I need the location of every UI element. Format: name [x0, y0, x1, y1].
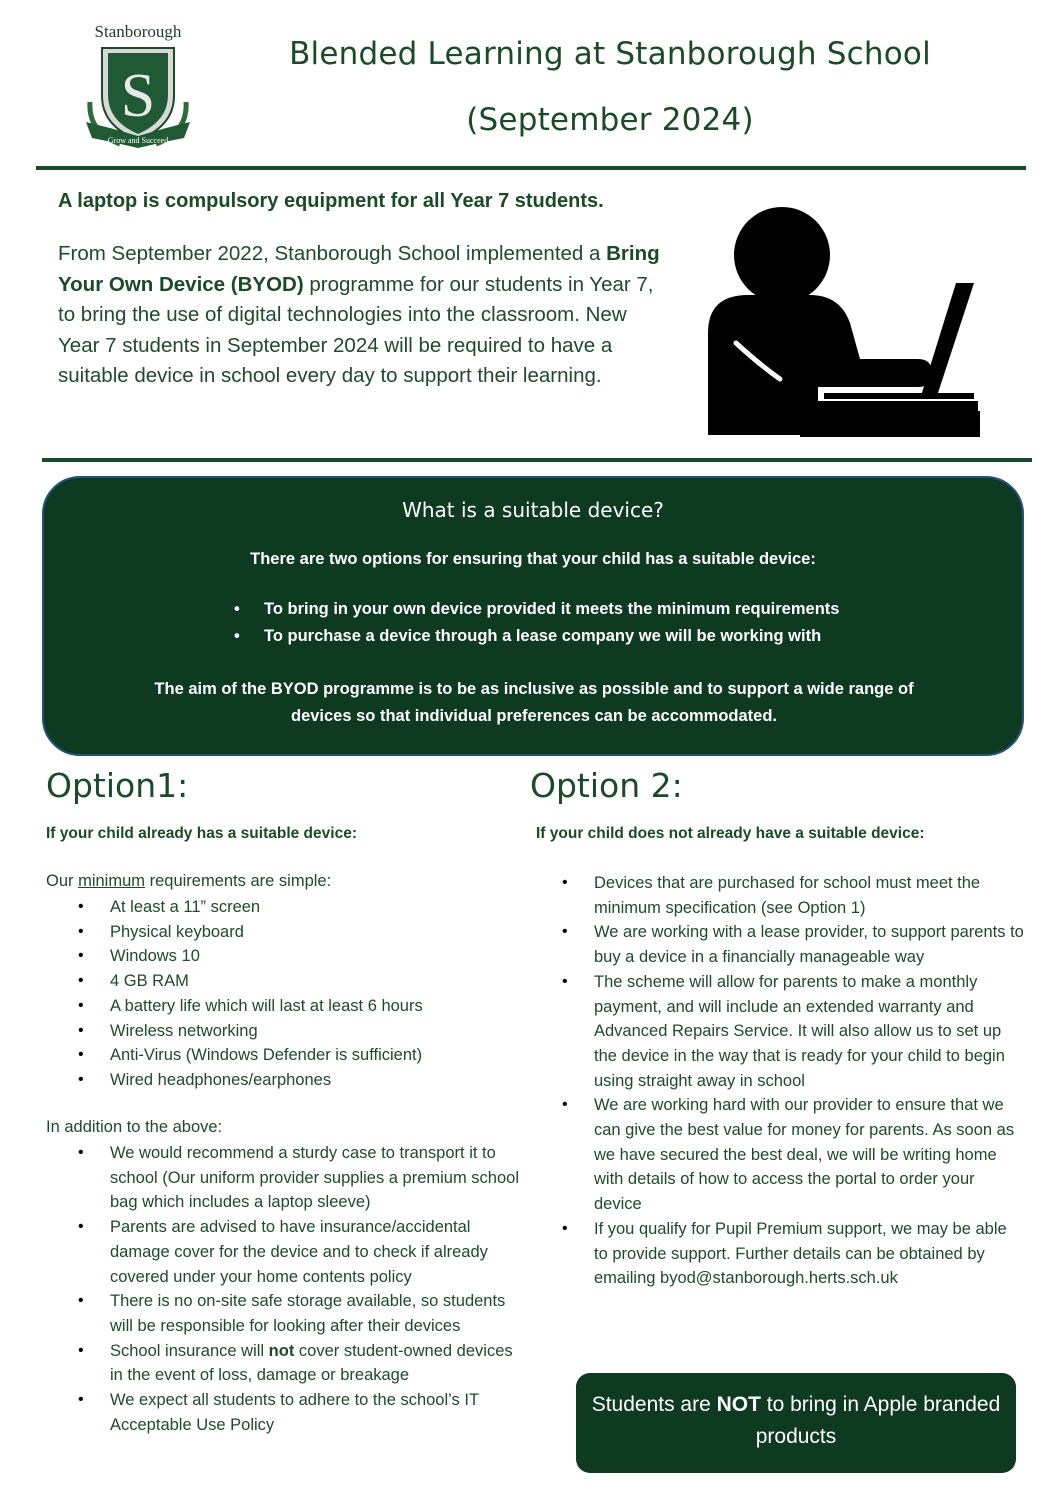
list-item: • We expect all students to adhere to the school’s IT Acceptable Use Policy	[78, 1388, 530, 1437]
school-crest-icon	[80, 22, 196, 152]
option1-title: Option1:	[46, 766, 189, 805]
list-item: • Anti-Virus (Windows Defender is sufficient)	[78, 1043, 508, 1068]
not-bold: NOT	[716, 1393, 761, 1416]
intro-paragraph	[58, 239, 670, 392]
apple-notice-box	[576, 1373, 1016, 1473]
minimum-underlined: minimum	[78, 872, 146, 890]
requirements-list	[78, 895, 508, 1093]
text-part: Our	[46, 872, 79, 890]
section-divider	[42, 458, 1032, 462]
text-part: School insurance will	[110, 1341, 269, 1360]
svg-text:S: S	[120, 62, 156, 130]
lease-info-list	[562, 871, 1024, 1291]
intro-headline: A laptop is compulsory equipment for all Year 7 students.	[58, 190, 604, 212]
list-item: • 4 GB RAM	[78, 969, 508, 994]
list-item: • At least a 11” screen	[78, 895, 508, 920]
list-item: • A battery life which will last at least 6 hours	[78, 994, 508, 1019]
logo-motto: Grow and Succeed	[107, 136, 169, 145]
logo-school-name: Stanborough	[94, 22, 182, 41]
list-item: • To purchase a device through a lease company we will be working with	[234, 623, 839, 650]
list-item: • We are working with a lease provider, to support parents to buy a device in a financially manageable way	[562, 920, 1024, 969]
not-bold: not	[268, 1341, 295, 1360]
additional-advice-list	[78, 1141, 530, 1437]
list-item	[78, 1339, 530, 1388]
school-logo	[80, 22, 196, 152]
list-item: • We would recommend a sturdy case to transport it to school (Our uniform provider supplies a premium school bag which includes a laptop sleeve)	[78, 1141, 530, 1215]
option2-subtitle: If your child does not already have a suitable device:	[536, 825, 925, 842]
list-item: • Wired headphones/earphones	[78, 1068, 508, 1093]
intro-text-part: programme for our students in Year 7, to bring the use of digital technologies into the classroom. New Year 7 students in September 2024 will be required to have a suitable device in school every day to support their learning.	[58, 272, 654, 388]
list-item: • Physical keyboard	[78, 920, 508, 945]
list-item: • Parents are advised to have insurance/accidental damage cover for the device and to check if already covered under your home contents policy	[78, 1215, 530, 1289]
intro-byod-bold: Bring Your Own Device (BYOD)	[58, 242, 660, 296]
text-part: requirements are simple:	[145, 872, 332, 890]
list-item: • Windows 10	[78, 944, 508, 969]
page-title: Blended Learning at Stanborough School	[289, 36, 931, 72]
panel-intro: There are two options for ensuring that your child has a suitable device:	[250, 550, 816, 568]
list-item: • Devices that are purchased for school must meet the minimum specification (see Option 1)	[562, 871, 1024, 920]
list-item: • There is no on-site safe storage available, so students will be responsible for looking after their devices	[78, 1289, 530, 1338]
list-item: • Wireless networking	[78, 1019, 508, 1044]
text-part: Students are	[591, 1393, 717, 1416]
header-divider	[36, 166, 1026, 170]
min-requirements-label	[46, 872, 331, 891]
list-item: • To bring in your own device provided it meets the minimum requirements	[234, 596, 839, 623]
panel-aim: The aim of the BYOD programme is to be as inclusive as possible and to support a wide range of devices so that individual preferences can be accommodated.	[154, 680, 914, 725]
option1-subtitle: If your child already has a suitable device:	[46, 825, 357, 842]
panel-title: What is a suitable device?	[402, 498, 664, 522]
option2-title: Option 2:	[530, 766, 683, 805]
intro-text-part: From September 2022, Stanborough School implemented a	[58, 242, 607, 265]
addition-label: In addition to the above:	[46, 1118, 223, 1136]
list-item: • If you qualify for Pupil Premium support, we may be able to provide support. Further details can be obtained by emailing byod@stanborough.herts.sch.uk	[562, 1217, 1024, 1291]
person-at-laptop-icon	[700, 203, 980, 438]
text-part: to bring in Apple branded products	[755, 1393, 1001, 1448]
text-part: cover student-owned devices in the event of loss, damage or breakage	[110, 1341, 513, 1385]
apple-notice-text	[576, 1389, 1016, 1453]
list-item: • We are working hard with our provider to ensure that we can give the best value for money for parents. As soon as we have secured the best deal, we will be writing home with details of how to access the portal to order your device	[562, 1093, 1024, 1217]
device-options-list	[234, 596, 839, 650]
list-item: • The scheme will allow for parents to make a monthly payment, and will include an extended warranty and Advanced Repairs Service. It will also allow us to set up the device in the way that is ready for your child to begin using straight away in school	[562, 970, 1024, 1094]
suitable-device-panel	[42, 476, 1024, 756]
page-subtitle: (September 2024)	[466, 102, 754, 138]
